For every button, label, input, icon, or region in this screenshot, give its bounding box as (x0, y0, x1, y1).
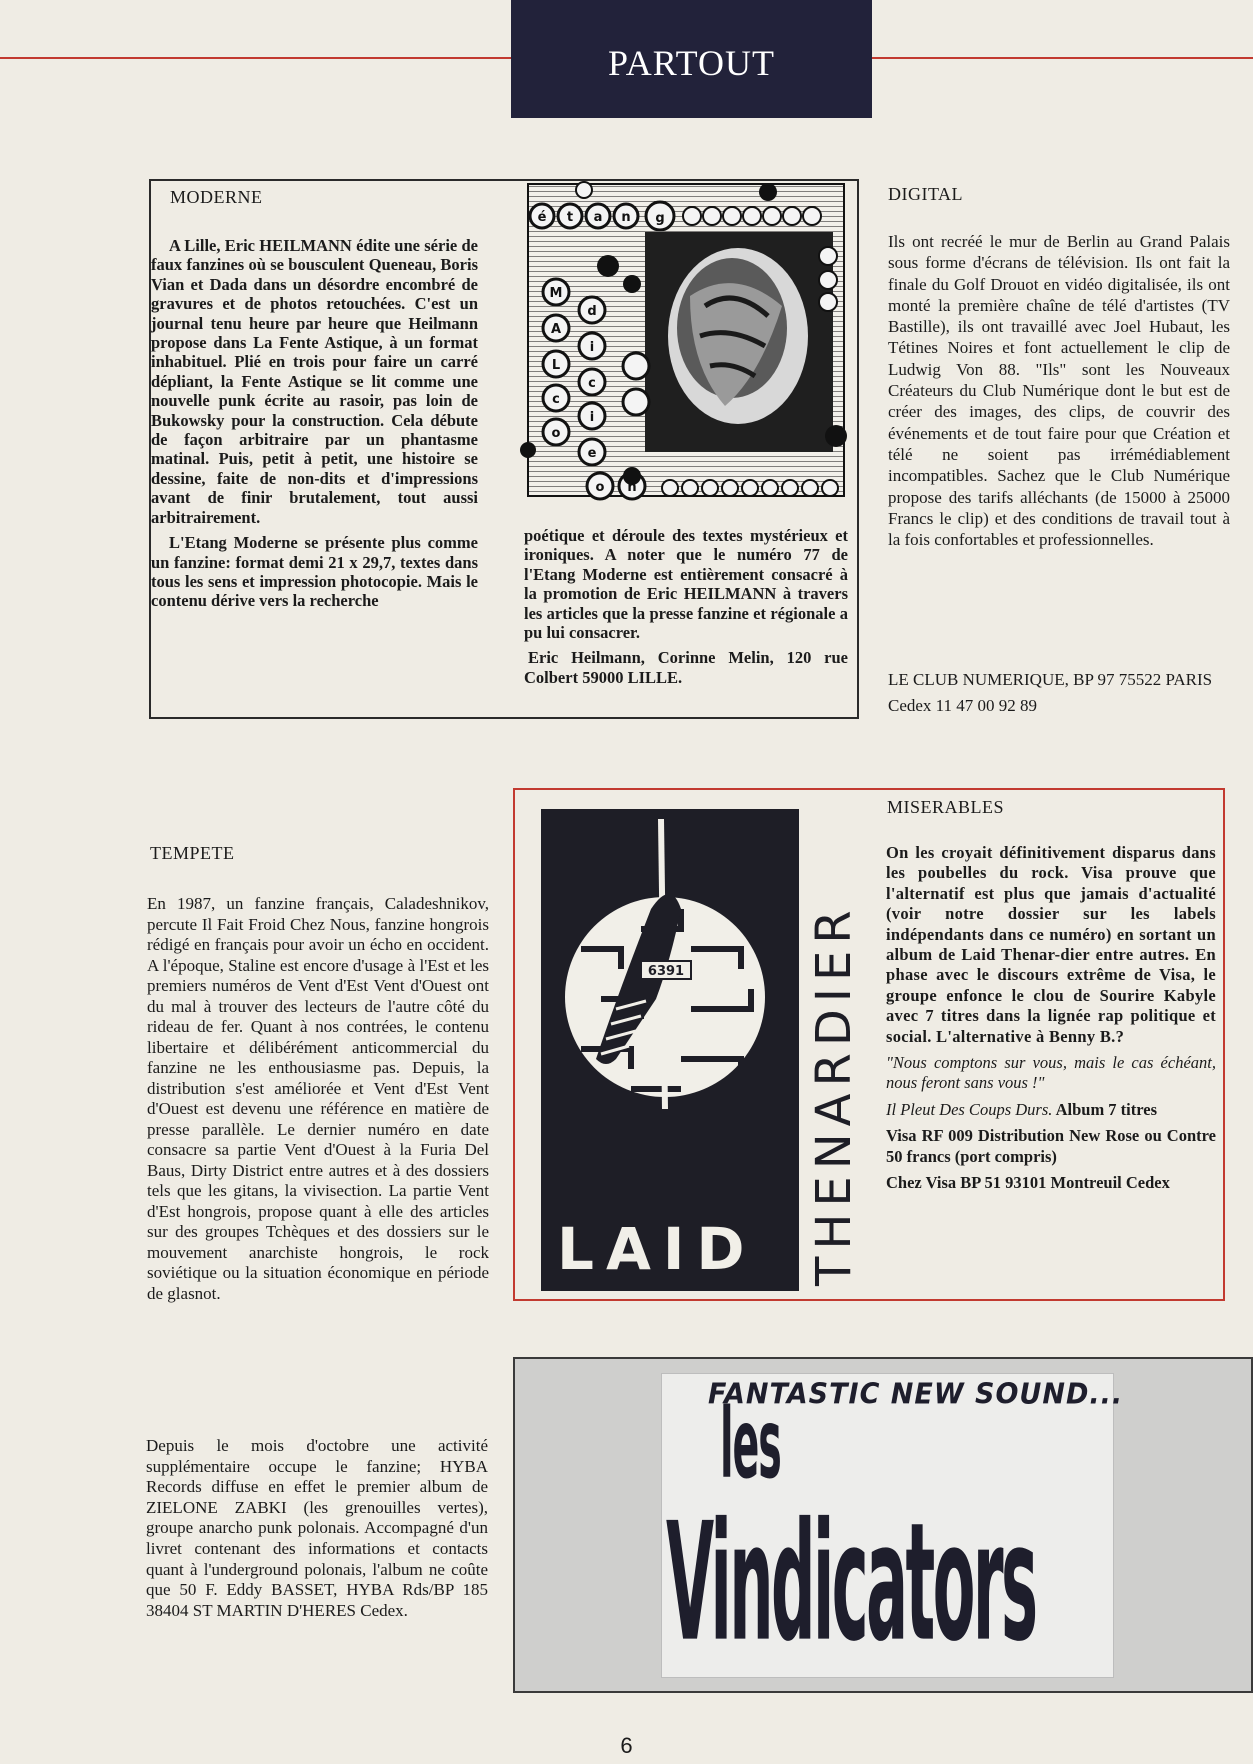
tempete-heading: TEMPETE (150, 843, 235, 863)
miserables-album-info: Album 7 titres (1052, 1099, 1158, 1119)
vindicators-name: Vindicators (666, 1487, 1036, 1678)
svg-text:c: c (552, 392, 560, 407)
svg-text:e: e (587, 446, 597, 461)
svg-text:t: t (566, 210, 574, 225)
moderne-paragraph-3: poétique et déroule des textes mystérieux et ironiques. A noter que le numéro 77 de l'Etang Moderne est entièrement consacré à la promotion de Eric HEILMANN à travers les articles que la presse fanzine et régionale a pu lui consacrer. (524, 526, 848, 643)
digital-heading: DIGITAL (888, 184, 964, 204)
moderne-column-left (151, 236, 478, 617)
svg-text:a: a (593, 210, 603, 225)
cover-thenardier-strip (806, 812, 862, 1292)
svg-text:d: d (587, 304, 597, 319)
section-banner: PARTOUT (511, 0, 872, 118)
miserables-address: Chez Visa BP 51 93101 Montreuil Cedex (886, 1173, 1170, 1193)
miserables-paragraph-1: On les croyait définitivement disparus dans les poubelles du rock. Visa prouve que l'alternatif est plus que jamais d'actualité (voir notre dossier sur les labels indépendants dans ce numéro) en sortant un album de Laid Thenar-dier entre autres. En phase avec le discours extrême de Visa, le groupe enfonce le clou de Sourire Kabyle avec 7 titres dans la lignée rap politique et social. L'alternative à Benny B.? (886, 843, 1216, 1046)
svg-text:M: M (549, 286, 563, 301)
moderne-column-right (524, 526, 848, 693)
miserables-distribution: Visa RF 009 Distribution New Rose ou Contre 50 francs (port compris) (886, 1126, 1216, 1166)
cover-prisoner-number: 6391 (647, 964, 685, 979)
cover-laid-text: LAID (557, 1215, 757, 1283)
miserables-heading: MISERABLES (887, 797, 1005, 817)
svg-text:n: n (627, 480, 637, 495)
laid-thenardier-cover-art (541, 809, 799, 1291)
svg-text:n: n (621, 210, 631, 225)
digital-body: Ils ont recréé le mur de Berlin au Grand Palais sous forme d'écrans de télévision. Ils ont fait la finale du Golf Drouot en vidéo digitalisée, ils ont monté la première chaîne de télé d'artistes (TV Bastille), ils ont travaillé avec Joel Hubaut, les Tétines Noires et font actuellement le clip de Ludwig Von 88. "Ils" sont les Nouveaux Créateurs du Club Numérique dont le but est de créer des images, des clips, de couvrir des événements et de tout faire pour que Création et télé ne soient pas irrémédiablement incompatibles. Sachez que le Club Numérique propose des tarifs alléchants (de 15000 à 25000 Francs le clip) et des conditions de travail tout à la fois confortables et professionnelles. (888, 232, 1230, 550)
svg-text:c: c (588, 376, 596, 391)
svg-text:g: g (655, 211, 665, 226)
page-number: 6 (620, 1733, 633, 1758)
vindicators-tagline: FANTASTIC NEW SOUND... (708, 1378, 1124, 1411)
moderne-address: Eric Heilmann, Corinne Melin, 120 rue Colbert 59000 LILLE. (524, 648, 848, 687)
svg-text:é: é (537, 210, 547, 225)
moderne-paragraph-1: A Lille, Eric HEILMANN édite une série de faux fanzines où se bousculent Queneau, Boris Vian et Dada dans un désordre encombré de gravures et de photos retouchées. C'est un journal tenu heure par heure que Heilmann propose dans La Fente Astique, à un format inhabituel. Plié en trois pour faire un carré dépliant, la Fente Astique se lit comme une nouvelle punk écrite au rasoir, pas loin de Bukowsky pour la construction. Cela débute de façon arbitraire par un phantasme matinal. Puis, petit à petit, une histoire se dessine, faite de non-dits et d'impressions avant de finir brutalement, tout aussi arbitrairement. (151, 236, 478, 527)
svg-text:L: L (551, 358, 561, 373)
svg-text:i: i (589, 410, 595, 425)
miserables-quote: "Nous comptons sur vous, mais le cas échéant, nous feront sans vous !" (886, 1053, 1216, 1093)
vindicators-les: les (720, 1388, 781, 1500)
svg-text:o: o (595, 480, 605, 495)
header-rule-right (872, 57, 1253, 59)
tempete-body: En 1987, un fanzine français, Caladeshnikov, percute Il Fait Froid Chez Nous, fanzine hongrois rédigé en français pour avoir un écho en occident. A l'époque, Staline est encore d'usage à l'Est et les premiers numéros de Vent d'Est Vent d'Ouest ont du mal à trouver des lecteurs de l'autre côté du rideau de fer. Quant à nos contrées, le contenu libertaire et délibérément anticommercial du fanzine ne les enthousiasme pas. Depuis, la distribution s'est améliorée et Vent d'Est Vent d'Ouest est devenu une référence en matière de presse parallèle. Le dernier numéro en date consacre sa partie Vent d'Ouest à la Furia Del Baus, Dirty District entre autres et à des dossiers tels que les gitans, la vivisection. La partie Vent d'Est hongrois, propose quant à elle des articles sur des groupes Tchèques et des dossiers sur le mouvement anarchiste hongrois, le rock soviétique ou la situation économique en période de glasnot. (147, 894, 489, 1303)
laid-thenardier-cover (541, 809, 799, 1291)
moderne-paragraph-2: L'Etang Moderne se présente plus comme un fanzine: format demi 21 x 29,7, textes dans tous les sens et impression photocopie. Mais le contenu dérive vers la recherche (151, 533, 478, 611)
cover-thenardier-text: THENARDIER (806, 903, 862, 1286)
header-rule-left (0, 57, 511, 59)
miserables-body (886, 843, 1216, 1200)
etang-moderne-cover (520, 176, 852, 504)
svg-text:o: o (551, 426, 561, 441)
digital-address: LE CLUB NUMERIQUE, BP 97 75522 PARIS Cedex 11 47 00 92 89 (888, 670, 1213, 715)
svg-text:i: i (589, 340, 595, 355)
cover-thenardier-svg (806, 812, 862, 1292)
miserables-album-title: Il Pleut Des Coups Durs. (886, 1099, 1053, 1119)
tempete-paragraph-2: Depuis le mois d'octobre une activité supplémentaire occupe le fanzine; HYBA Records diffuse en effet le premier album de ZIELONE ZABKI (les grenouilles vertes), groupe anarcho punk polonais. Accompagné d'un livret contenant des informations et contacts quant à l'underground polonais, l'album ne coûte que 50 F. Eddy BASSET, HYBA Rds/BP 185 38404 ST MARTIN D'HERES Cedex. (146, 1436, 488, 1620)
svg-text:A: A (550, 322, 562, 337)
moderne-heading: MODERNE (170, 187, 263, 207)
etang-moderne-cover-art (520, 176, 852, 504)
